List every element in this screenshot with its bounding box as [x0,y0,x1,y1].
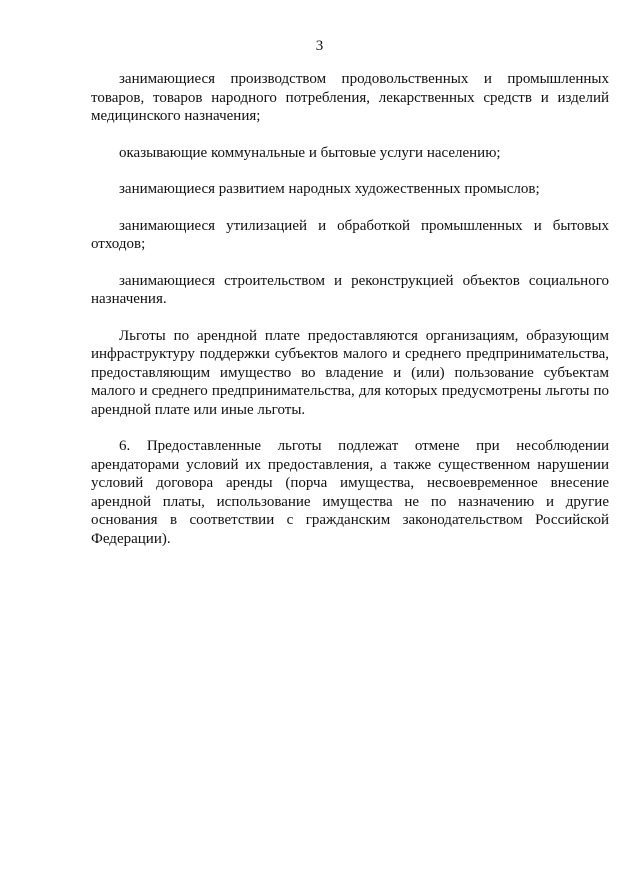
page-number: 3 [315,38,324,54]
paragraph-utilities: оказывающие коммунальные и бытовые услуги населению; [119,144,501,161]
paragraph-revocation: 6. Предоставленные льготы подлежат отмене при несоблюдении арендаторами условий их предоставления, а также существенном нарушении условий договора аренды (порча имущества, несвоевременное внесение арендной платы, использование имущества не по назначению и другие основания в соответствии с гражданским законодательством Российской Федерации). [91,438,609,547]
paragraph-folk-crafts: занимающиеся развитием народных художественных промыслов; [119,181,540,197]
paragraph-production: занимающиеся производством продовольственных и промышленных товаров, товаров народного потребления, лекарственных средств и изделий медицинского назначения; [91,71,609,124]
paragraph-waste: занимающиеся утилизацией и обработкой промышленных и бытовых отходов; [91,217,609,252]
paragraph-rent-benefits: Льготы по арендной плате предоставляются организациям, образующим инфраструктуру поддержки субъектов малого и среднего предпринимательства, предоставляющим имущество во владение и (или) пользование субъектам малого и среднего предпринимательства, для которых предусмотрены льготы по арендной плате или иные льготы. [91,327,609,418]
paragraph-construction: занимающиеся строительством и реконструкцией объектов социального назначения. [91,272,609,307]
document-body [91,70,609,548]
